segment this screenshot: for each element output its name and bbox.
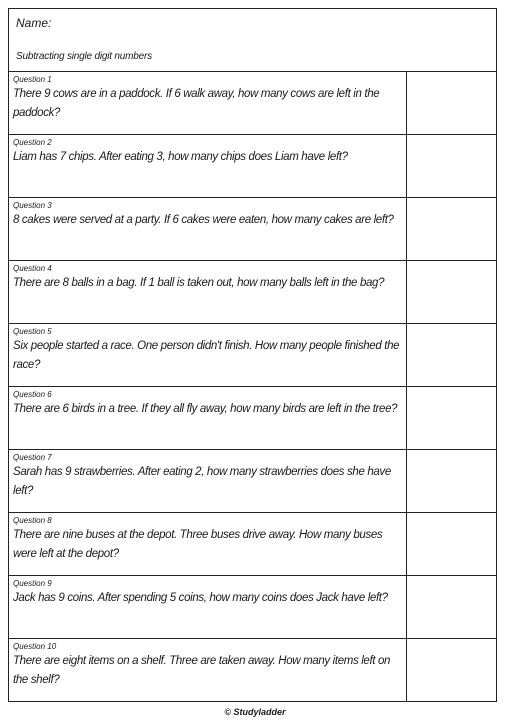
- copyright-footer: © Studyladder: [224, 707, 286, 717]
- question-row: [9, 576, 496, 639]
- question-row: [9, 261, 496, 324]
- question-text: There are eight items on a shelf. Three are taken away. How many items left on the shelf?: [13, 655, 391, 686]
- question-text: There are 8 balls in a bag. If 1 ball is taken out, how many balls left in the bag?: [13, 277, 385, 289]
- worksheet-topic: Subtracting single digit numbers: [16, 51, 152, 62]
- answer-box[interactable]: [407, 513, 496, 575]
- question-row: [9, 450, 496, 513]
- answer-box[interactable]: [407, 387, 496, 449]
- answer-box[interactable]: [407, 576, 496, 638]
- answer-box[interactable]: [407, 261, 496, 323]
- question-number: Question 9: [13, 579, 52, 588]
- question-number: Question 5: [13, 327, 52, 336]
- name-label: Name:: [16, 16, 52, 30]
- question-text: Six people started a race. One person didn't finish. How many people finished the race?: [13, 340, 400, 371]
- question-cell: [9, 513, 407, 575]
- question-number: Question 6: [13, 390, 52, 399]
- question-row: [9, 639, 496, 701]
- question-cell: [9, 450, 407, 512]
- question-number: Question 4: [13, 264, 52, 273]
- answer-box[interactable]: [407, 198, 496, 260]
- question-cell: [9, 261, 407, 323]
- question-text: Sarah has 9 strawberries. After eating 2, how many strawberries does she have left?: [13, 466, 391, 497]
- answer-box[interactable]: [407, 135, 496, 197]
- question-number: Question 2: [13, 138, 52, 147]
- answer-box[interactable]: [407, 324, 496, 386]
- question-text: There are 6 birds in a tree. If they all fly away, how many birds are left in the tree?: [13, 403, 398, 415]
- question-text: There 9 cows are in a paddock. If 6 walk away, how many cows are left in the paddock?: [13, 88, 380, 119]
- question-text: There are nine buses at the depot. Three buses drive away. How many buses were left at the depot?: [13, 529, 383, 560]
- question-number: Question 7: [13, 453, 52, 462]
- question-number: Question 10: [13, 642, 57, 651]
- question-text: Jack has 9 coins. After spending 5 coins, how many coins does Jack have left?: [13, 592, 388, 604]
- question-row: [9, 198, 496, 261]
- answer-box[interactable]: [407, 639, 496, 701]
- question-cell: [9, 576, 407, 638]
- question-cell: [9, 387, 407, 449]
- question-row: [9, 324, 496, 387]
- question-row: [9, 72, 496, 135]
- question-row: [9, 135, 496, 198]
- question-row: [9, 513, 496, 576]
- question-number: Question 8: [13, 516, 52, 525]
- worksheet-header: [9, 9, 496, 72]
- question-text: 8 cakes were served at a party. If 6 cakes were eaten, how many cakes are left?: [13, 214, 394, 226]
- question-cell: [9, 639, 407, 701]
- question-cell: [9, 198, 407, 260]
- question-number: Question 3: [13, 201, 52, 210]
- question-cell: [9, 324, 407, 386]
- question-text: Liam has 7 chips. After eating 3, how many chips does Liam have left?: [13, 151, 348, 163]
- question-cell: [9, 135, 407, 197]
- answer-box[interactable]: [407, 72, 496, 134]
- answer-box[interactable]: [407, 450, 496, 512]
- worksheet: [8, 8, 497, 702]
- question-number: Question 1: [13, 75, 52, 84]
- question-row: [9, 387, 496, 450]
- question-cell: [9, 72, 407, 134]
